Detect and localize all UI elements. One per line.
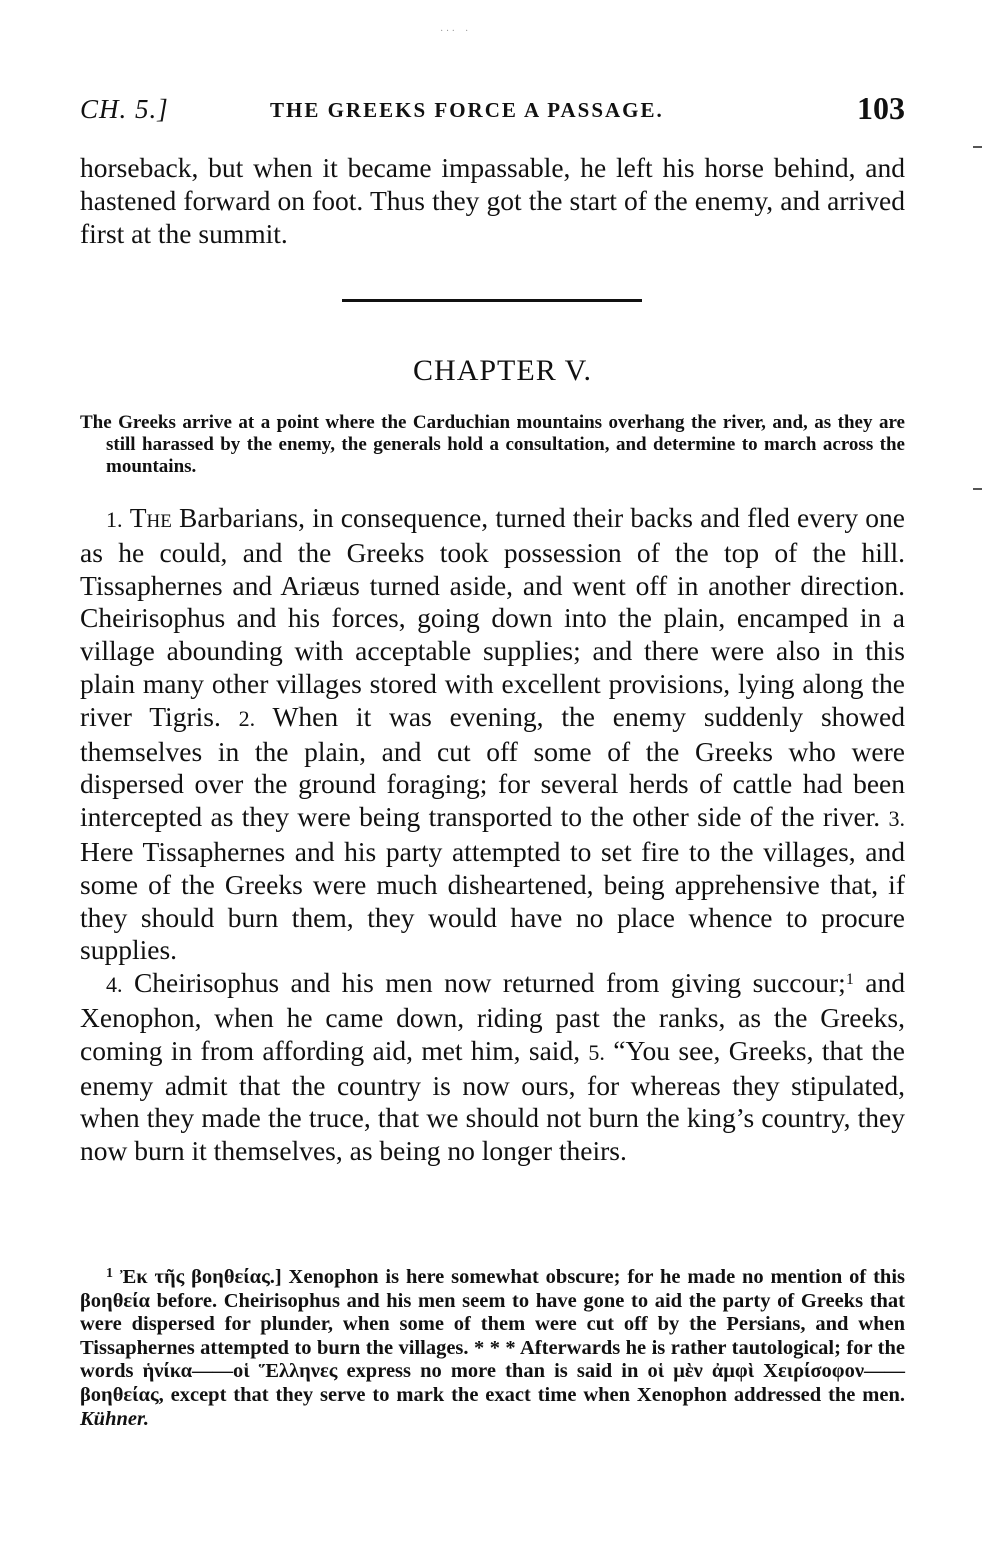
page-number: 103 [857, 90, 905, 126]
section-number: 2. [238, 705, 256, 731]
footnote-body: Ἐκ τῆς βοηθείας.] Xenophon is here somewhat obscure; for he made no mention of this βοηθεία before. Cheirisophus and his men seem to have gone to aid the party of Greeks that were dispersed for plunder, when some of them were cut off by the Persians, and when Tissaphernes attempted to burn the villages. * * * Afterwards he is rather tautological; for the words ἡνίκα——οἱ Ἕλληνες express no more than is said in οἱ μὲν ἀμφὶ Χειρίσοφον——βοηθείας, except that they serve to mark the exact time when Xenophon addressed the men. [80, 1266, 905, 1406]
print-speck: · · · · [440, 26, 469, 37]
paragraph-text: Barbarians, in consequence, turned their backs and fled every one as he could, and the Greeks took possession of the top of the hill. Tissaphernes and Ariæus turned aside, and went off in another direction. Cheirisophus and his forces, going down into the plain, encamped in a village abounding with acceptable supplies; and there were also in this plain many other villages stored with excellent provisions, lying along the river Tigris. [80, 502, 905, 732]
book-page [80, 0, 905, 1549]
running-head-chapter: CH. 5.] [80, 94, 169, 124]
footnote-reference: 1 [845, 971, 854, 989]
lead-word: The [129, 502, 172, 533]
footnote-mark: 1 [106, 1266, 113, 1281]
running-head [80, 88, 905, 128]
chapter-summary [80, 412, 905, 478]
chapter-title: CHAPTER V. [413, 354, 592, 387]
footnote-author: Kühner. [80, 1407, 149, 1430]
section-number: 3. [888, 806, 905, 832]
chapter-summary-text: The Greeks arrive at a point where the Carduchian mountains overhang the river, and, as they are still harassed by the enemy, the generals hold a consultation, and determine to march across the mountains. [80, 412, 905, 477]
paragraph-text: and Xenophon, when he came down, riding past the ranks, as the Greeks, coming in from affording aid, met him, said, [80, 967, 905, 1066]
main-text [80, 502, 905, 1168]
section-number: 1. [106, 507, 123, 532]
paragraph-text: Here Tissaphernes and his party attempted to set fire to the villages, and some of the Greeks were much disheartened, being apprehensive that, if they should burn them, they would have no place whence to procure supplies. [80, 835, 905, 966]
footnote-text [80, 1266, 905, 1431]
footnote [80, 1266, 905, 1431]
paragraph-text: “You see, Greeks, that the enemy admit that the country is now ours, for whereas they stipulated, when they made the truce, that we should not burn the king’s country, they now burn it themselves, as being no longer theirs. [80, 1034, 905, 1167]
paragraph-text: When it was evening, the enemy suddenly showed themselves in the plain, and cut off some of the Greeks who were dispersed over the ground foraging; for several herds of cattle had been intercepted as they were being transported to the other side of the river. [80, 700, 905, 833]
section-number: 5. [588, 1039, 605, 1065]
section-divider [342, 299, 642, 302]
running-head-title: THE GREEKS FORCE A PASSAGE. [270, 98, 664, 122]
paragraph-text: Cheirisophus and his men now returned from giving succour; [122, 967, 846, 999]
paragraph-1 [80, 502, 905, 967]
section-number: 4. [106, 972, 123, 998]
edge-mark [973, 488, 982, 490]
paragraph-2 [80, 967, 905, 1168]
intro-paragraph: horseback, but when it became impassable, he left his horse behind, and hastened forward on foot. Thus they got the start of the enemy, and arrived first at the summit. [80, 152, 905, 249]
edge-mark [973, 146, 982, 148]
